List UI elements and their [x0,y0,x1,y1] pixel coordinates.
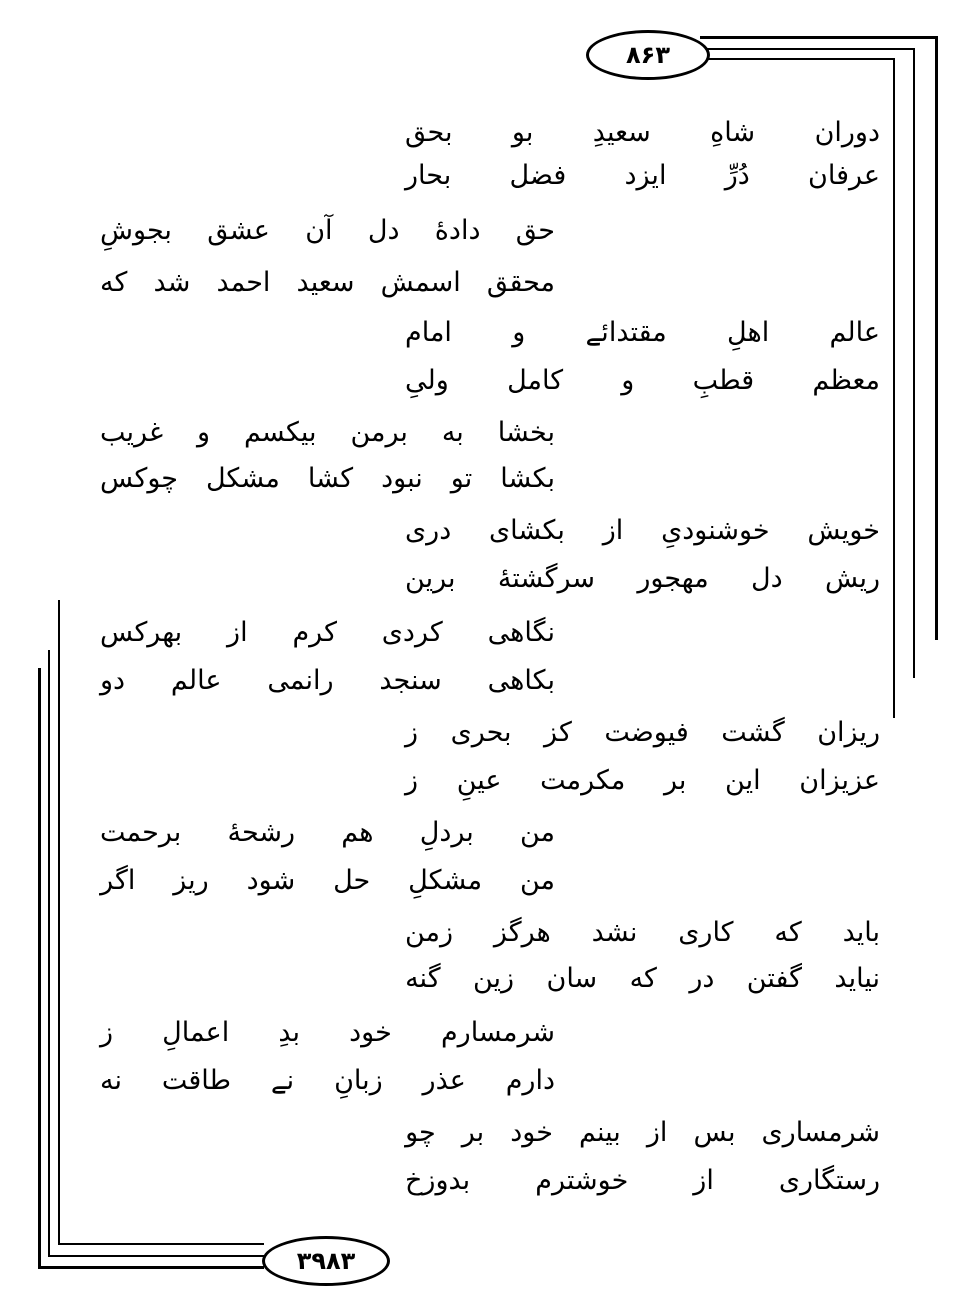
verse-word: و [621,364,635,396]
verse-word: مشکل [205,462,280,494]
verse-word: در [689,962,715,994]
verse-word: زمن [405,916,454,948]
verse-line [100,660,555,700]
verse-word: بکشا [500,462,555,494]
verse-word: اهلِ [727,316,770,348]
verse-word: سرگشتهٔ [497,562,595,594]
verse-word: باید [842,916,880,948]
verse-word: گفتن [746,962,803,994]
verse-word: سان [546,962,598,994]
verse-line [405,112,880,152]
verse-word: رشحهٔ [227,816,296,848]
verse-word: بر [461,1116,485,1148]
verse-word: حق [515,214,555,246]
verse-line [405,510,880,550]
verse-word: کردی [381,616,443,648]
verse-word: قطبِ [692,364,755,396]
verse-word: بحق [405,116,453,148]
verse-word: فیوضت [604,716,689,748]
verse-word: بجوشِ [100,214,172,246]
verse-word: عشق [207,214,270,246]
verse-word: گنه [405,962,441,994]
verse-word: محقق [486,266,555,298]
verse-word: نه [100,1064,122,1096]
verse-word: ز [405,764,419,796]
verse-word: از [693,1164,714,1196]
verse-word: نشد [591,916,638,948]
verse-word: نے [270,1064,295,1096]
verse-word: خوشنودیِ [661,514,770,546]
verse-word: برحمت [100,816,182,848]
verse-line [405,912,880,952]
verse-word: عالم [170,664,222,696]
verse-word: شرمساری [761,1116,880,1148]
verse-word: شرمسارم [440,1016,555,1048]
verse-word: مهجور [637,562,709,594]
verse-line [405,360,880,400]
verse-word: نیاید [834,962,880,994]
verse-word: اسمش [380,266,461,298]
verse-word: دری [405,514,452,546]
verse-word: دُرِّ [724,159,750,191]
verse-word: شود [246,864,296,896]
verse-line [405,1160,880,1200]
verse-word: غریب [100,416,164,448]
verse-word: گشت [721,716,785,748]
verse-word: بردلِ [419,816,474,848]
verse-word: حل [333,864,371,896]
verse-word: عالم [829,316,880,348]
verse-word: سعید [296,266,355,298]
verse-word: هم [341,816,374,848]
verse-line [405,760,880,800]
verse-word: ریز [173,864,209,896]
verse-word: بینم [579,1116,621,1148]
verse-word: دل [751,562,783,594]
verse-word: چو [405,1116,436,1148]
verse-line [405,1112,880,1152]
verse-word: اگر [100,864,136,896]
verse-word: عزیزان [799,764,880,796]
verse-word: بهرکس [100,616,183,648]
verse-line [100,210,555,250]
verse-word: زین [472,962,515,994]
verse-word: مقتدائے [585,316,667,348]
verse-word: برمن [350,416,408,448]
verse-word: هرگز [493,916,551,948]
verse-word: مکرمت [540,764,626,796]
verse-word: و [196,416,211,448]
page-number-bottom: ۳۹۸۳ [262,1236,390,1286]
verse-word: بحری [450,716,512,748]
verse-word: ز [100,1016,114,1048]
verse-line [100,1060,555,1100]
verse-word: کشا [307,462,354,494]
verse-word: کز [544,716,572,748]
verse-word: احمد [216,266,271,298]
verse-word: زبانِ [334,1064,383,1096]
verse-line [405,312,880,352]
verse-line [405,712,880,752]
verse-line [100,262,555,302]
verse-word: ز [405,716,419,748]
verse-word: شد [153,266,191,298]
verse-word: از [646,1116,668,1148]
verse-word: از [227,616,248,648]
verse-word: کرم [292,616,337,648]
verse-word: رانمی [267,664,334,696]
verse-word: کامل [507,364,564,396]
verse-word: ایزد [624,159,667,191]
verse-word: بکشای [489,514,565,546]
verse-word: بیکسم [243,416,317,448]
verse-word: امام [405,316,452,348]
page-number-top: ۸۶۳ [586,30,710,80]
verse-word: من [519,816,555,848]
verse-word: که [100,266,128,298]
verse-word: برین [405,562,456,594]
verse-word: بکاهی [487,664,555,696]
verse-word: دو [100,664,126,696]
verse-word: خود [510,1116,553,1148]
verse-word: عذر [422,1064,466,1096]
verse-word: بر [664,764,687,796]
verse-word: ریزان [817,716,880,748]
verse-word: دادهٔ [434,214,481,246]
verse-word: بس [693,1116,736,1148]
verse-word: معظم [812,364,880,396]
verse-line [405,958,880,998]
verse-word: ولیِ [405,364,449,396]
verse-word: طاقت [161,1064,231,1096]
verse-line [100,1012,555,1052]
verse-word: بحار [405,159,452,191]
verse-word: خود [349,1016,392,1048]
verse-word: از [602,514,624,546]
verse-word: آن [305,214,333,246]
verse-word: عرفان [808,159,880,191]
verse-word: که [774,916,802,948]
verse-word: دوران [814,116,880,148]
verse-word: مشکلِ [408,864,483,896]
verse-word: چوکس [100,462,178,494]
verse-word: نگاهی [487,616,555,648]
verse-line [100,612,555,652]
verse-word: بدِ [278,1016,301,1048]
verse-word: اعمالِ [162,1016,230,1048]
verse-word: شاهِ [710,116,756,148]
verse-line [100,860,555,900]
verse-line [100,412,555,452]
verse-word: عینِ [456,764,502,796]
verse-word: که [629,962,657,994]
verse-word: بو [511,116,534,148]
verse-word: تو [450,462,473,494]
verse-word: و [512,316,526,348]
verse-word: خوشترم [535,1164,629,1196]
verse-word: بخشا [497,416,555,448]
verse-line [100,812,555,852]
verse-word: به [441,416,464,448]
verse-word: ریش [825,562,880,594]
verse-line [405,558,880,598]
verse-word: فضل [509,159,567,191]
verse-line [100,458,555,498]
verse-word: دل [367,214,400,246]
verse-word: خویش [807,514,880,546]
verse-word: دارم [505,1064,555,1096]
verse-word: رستگاری [778,1164,880,1196]
verse-word: نبود [381,462,423,494]
verse-word: کاری [678,916,734,948]
verse-word: بدوزخ [405,1164,471,1196]
verse-line [405,155,880,195]
verse-word: سعیدِ [592,116,651,148]
verse-word: من [519,864,555,896]
verse-word: سنجد [379,664,442,696]
verse-word: این [725,764,761,796]
